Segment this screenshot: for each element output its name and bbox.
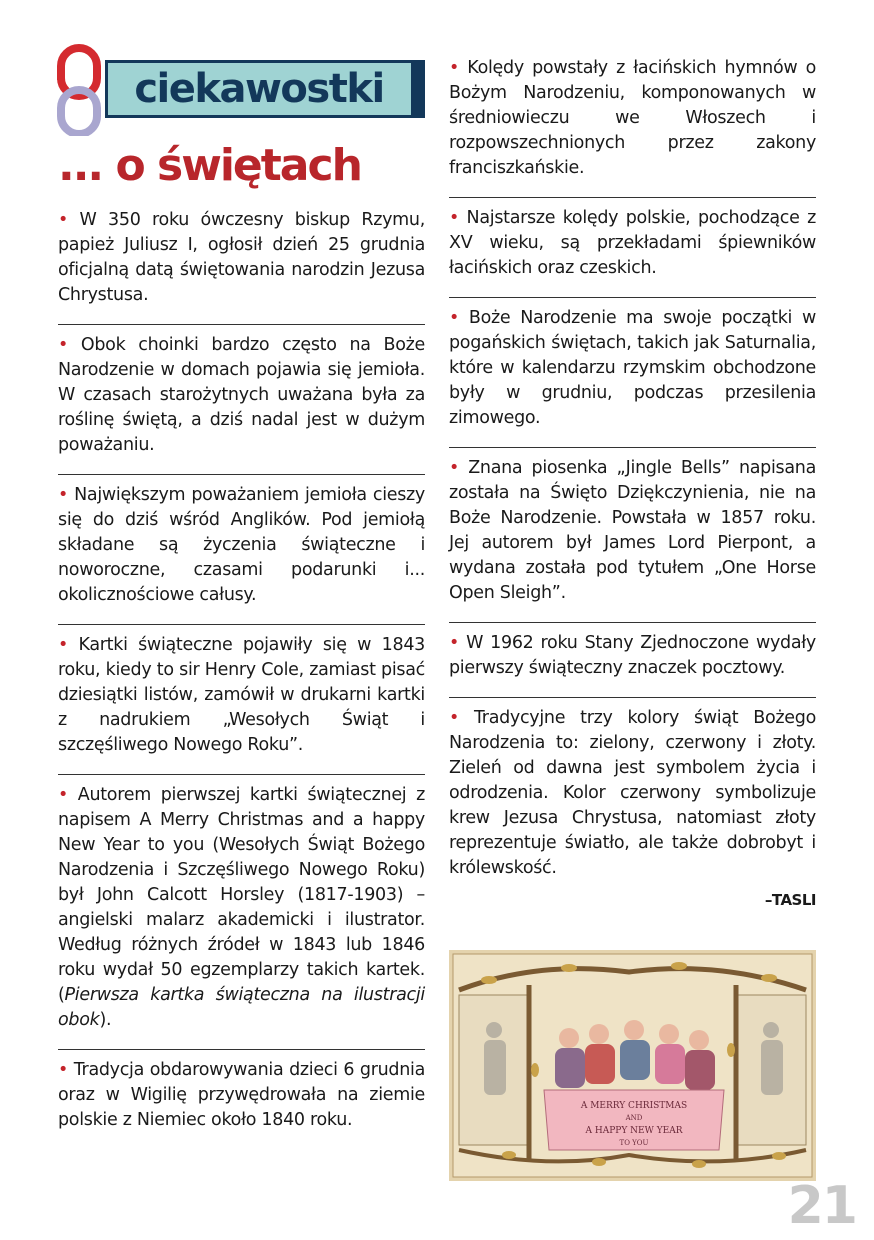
- illustration-reference: Pierwsza kartka świąteczna na ilustracji obok: [58, 985, 425, 1030]
- chain-logo-icon: [57, 44, 101, 136]
- card-line3: A HAPPY NEW YEAR: [585, 1126, 683, 1136]
- bullet-icon: •: [449, 458, 460, 478]
- fact-item: [58, 333, 425, 475]
- fact-text-end: ).: [99, 1010, 112, 1030]
- bullet-icon: •: [58, 210, 69, 230]
- fact-item: [449, 56, 816, 198]
- fact-text: Znana piosenka „Jingle Bells” napisana została na Święto Dziękczynienia, nie na Boże Narodzenie. Powstała w 1857 roku. Jej autorem był James Lord Pierpont, a wydana została pod tytułem „One Horse Open Sleigh”.: [449, 458, 816, 603]
- fact-text: Największym poważaniem jemioła cieszy się do dziś wśród Anglików. Pod jemiołą składane są życzenia świąteczne i noworoczne, czasami podarunki i... okolicznościowe całusy.: [58, 485, 425, 605]
- fact-item: [449, 206, 816, 298]
- page-subtitle: ... o świętach: [58, 140, 361, 191]
- fact-item: [58, 208, 425, 325]
- bullet-icon: •: [449, 708, 460, 728]
- bullet-icon: •: [449, 58, 460, 78]
- bullet-icon: •: [58, 335, 69, 355]
- right-column: [449, 56, 816, 909]
- section-banner: [105, 60, 425, 118]
- bullet-icon: •: [449, 208, 460, 228]
- fact-text: Kolędy powstały z łacińskich hymnów o Bożym Narodzeniu, komponowanych w średniowieczu we Włoszech i rozpowszechnionych przez zakony franciszkańskie.: [449, 58, 816, 178]
- fact-item: [58, 633, 425, 775]
- fact-text: Boże Narodzenie ma swoje początki w pogańskich świętach, takich jak Saturnalia, które w kalendarzu rzymskim obchodzone były w grudniu, podczas przesilenia zimowego.: [449, 308, 816, 428]
- card-line4: TO YOU: [619, 1139, 649, 1147]
- fact-text: Kartki świąteczne pojawiły się w 1843 roku, kiedy to sir Henry Cole, zamiast pisać dziesiątki listów, zamówił w drukarni kartki z nadrukiem „Wesołych Świąt i szczęśliwego Nowego Roku”.: [58, 635, 425, 755]
- bullet-icon: •: [58, 785, 69, 805]
- author-signature: –TASLI: [764, 891, 816, 909]
- bullet-icon: •: [58, 635, 69, 655]
- fact-text: Obok choinki bardzo często na Boże Narodzenie w domach pojawia się jemioła. W czasach starożytnych uważana była za roślinę świętą, a dziś nadal jest w dużym poważaniu.: [58, 335, 425, 455]
- fact-item: [449, 706, 816, 897]
- fact-text: W 1962 roku Stany Zjednoczone wydały pierwszy świąteczny znaczek pocztowy.: [449, 633, 816, 678]
- bullet-icon: •: [58, 485, 69, 505]
- banner-title: ciekawostki: [134, 66, 384, 112]
- fact-text: Tradycyjne trzy kolory świąt Bożego Narodzenia to: zielony, czerwony i złoty. Zieleń od dawna jest symbolem życia i odrodzenia. Kolor czerwony symbolizuje krew Jezusa Chrystusa, natomiast złoty reprezentuje światło, ale także dobrobyt i królewskość.: [449, 708, 816, 878]
- bullet-icon: •: [449, 633, 460, 653]
- page-number: 21: [787, 1176, 856, 1236]
- fact-text: Najstarsze kolędy polskie, pochodzące z XV wieku, są przekładami śpiewników łacińskich oraz czeskich.: [449, 208, 816, 278]
- fact-item: [449, 456, 816, 623]
- fact-item: [58, 483, 425, 625]
- fact-item: [58, 783, 425, 1050]
- fact-text: Tradycja obdarowywania dzieci 6 grudnia oraz w Wigilię przywędrowała na ziemie polskie z Niemiec około 1840 roku.: [58, 1060, 425, 1130]
- left-column: [58, 208, 425, 1157]
- fact-text: W 350 roku ówczesny biskup Rzymu, papież Juliusz I, ogłosił dzień 25 grudnia oficjalną datą świętowania narodzin Jezusa Chrystusa.: [58, 210, 425, 305]
- christmas-card-illustration: [449, 950, 816, 1181]
- fact-text: Autorem pierwszej kartki świątecznej z napisem A Merry Christmas and a happy New Year to you (Wesołych Świąt Bożego Narodzenia i Szczęśliwego Nowego Roku) był John Calcott Horsley (1817-1903) – angielski malarz akademicki i ilustrator. Według różnych źródeł w 1843 lub 1846 roku wydał 50 egzemplarzy takich kartek. (: [58, 785, 425, 1005]
- bullet-icon: •: [449, 308, 460, 328]
- card-line1: A MERRY CHRISTMAS: [580, 1101, 688, 1111]
- banner-accent-bar: [411, 60, 425, 118]
- bullet-icon: •: [58, 1060, 69, 1080]
- card-line2: AND: [625, 1114, 643, 1122]
- fact-item: [449, 631, 816, 698]
- fact-item: [449, 306, 816, 448]
- fact-item: [58, 1058, 425, 1149]
